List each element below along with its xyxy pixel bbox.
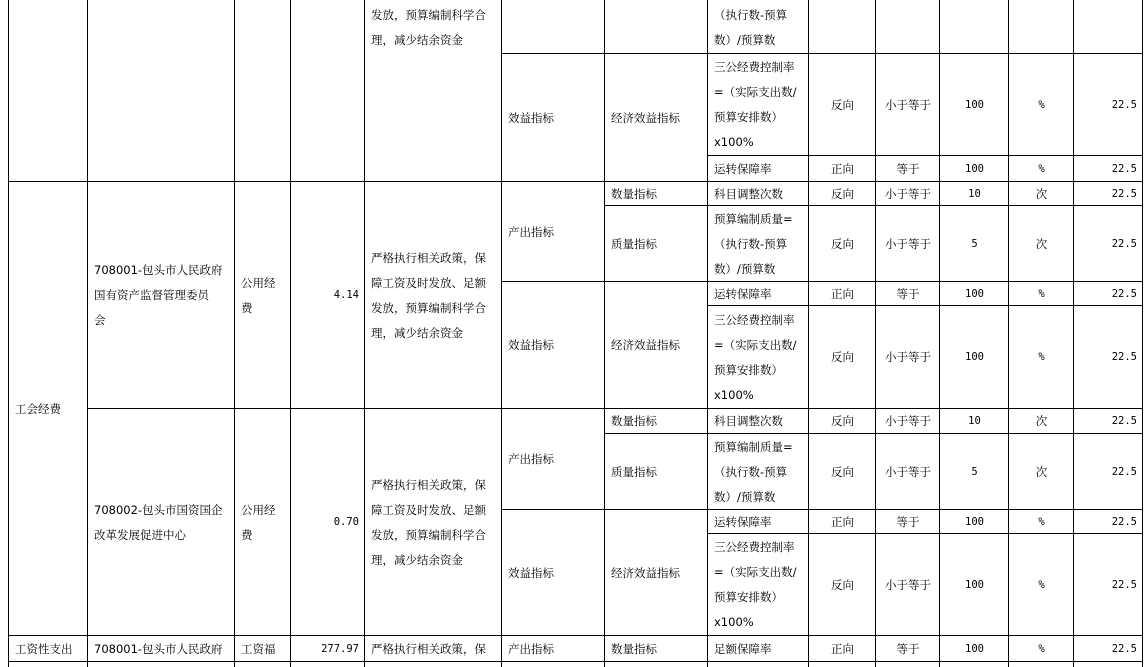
fund-type: 工资福 [241, 641, 276, 656]
indicator-weight: 22.5 [1111, 642, 1137, 655]
performance-target: 严格执行相关政策，保 障工资及时发放、足额 发放，预算编制科学合 理，减少结余资金 [371, 477, 486, 567]
grid-line [87, 0, 88, 667]
indicator-level3: 足额保障率 [714, 641, 772, 656]
grid-line [364, 0, 365, 667]
indicator-weight: 22.5 [1111, 465, 1137, 478]
indicator-target-value: 100 [965, 287, 984, 300]
indicator-operator: 等于 [896, 286, 920, 301]
indicator-unit: 次 [1035, 464, 1048, 479]
grid-line [1073, 0, 1074, 667]
indicator-level3: 科目调整次数 [714, 414, 783, 428]
grid-line [290, 0, 291, 667]
grid-line [875, 0, 876, 667]
grid-line [87, 408, 1143, 409]
indicator-operator: 小于等于 [885, 236, 931, 251]
indicator-direction: 正向 [831, 514, 854, 529]
indicator-level2: 经济效益指标 [611, 565, 680, 580]
indicator-direction: 反向 [831, 97, 854, 112]
indicator-weight: 22.5 [1111, 162, 1137, 175]
indicator-operator: 等于 [896, 641, 920, 656]
indicator-unit: % [1038, 287, 1045, 300]
grid-line [1008, 0, 1009, 667]
grid-line [8, 0, 9, 667]
grid-line [707, 155, 1143, 156]
grid-line [1142, 0, 1143, 667]
indicator-weight: 22.5 [1111, 351, 1137, 363]
indicator-level2: 经济效益指标 [611, 110, 680, 125]
indicator-level3: 运转保障率 [714, 514, 772, 529]
indicator-level1: 效益指标 [508, 338, 554, 352]
grid-line [501, 509, 1143, 510]
indicator-weight: 22.5 [1111, 187, 1137, 200]
indicator-direction: 正向 [831, 641, 854, 656]
indicator-weight: 22.5 [1111, 578, 1137, 591]
indicator-level1: 效益指标 [508, 110, 554, 125]
indicator-target-value: 100 [965, 578, 984, 591]
grid-line [8, 635, 1143, 636]
indicator-unit: % [1038, 642, 1045, 655]
indicator-operator: 等于 [896, 514, 920, 529]
grid-line [8, 181, 1143, 182]
indicator-direction: 反向 [831, 350, 854, 364]
unit-name: 708002-包头市国资国企 改革发展促进中心 [94, 502, 223, 542]
indicator-direction: 反向 [831, 577, 854, 592]
indicator-weight: 22.5 [1111, 237, 1137, 250]
grid-line [939, 0, 940, 667]
indicator-level2: 数量指标 [611, 641, 657, 656]
indicator-unit: % [1038, 578, 1045, 591]
grid-line [501, 281, 1143, 282]
project-name: 工资性支出 [15, 641, 73, 656]
indicator-target-value: 10 [968, 415, 981, 427]
fund-type: 公用经 费 [241, 275, 276, 315]
indicator-operator: 小于等于 [885, 577, 931, 592]
grid-line [707, 305, 1143, 306]
amount: 4.14 [333, 289, 359, 301]
grid-line [604, 433, 1143, 434]
indicator-weight: 22.5 [1111, 515, 1137, 528]
project-name: 工会经费 [15, 401, 61, 416]
indicator-unit: % [1038, 98, 1045, 111]
grid-line [501, 0, 502, 667]
indicator-target-value: 100 [965, 351, 984, 363]
grid-line [707, 533, 1143, 534]
indicator-target-value: 5 [971, 237, 978, 250]
indicator-level3: 三公经费控制率 =（实际支出数/ 预算安排数） x100% [714, 540, 797, 629]
performance-target: 发放，预算编制科学合 理，减少结余资金 [371, 8, 486, 47]
indicator-operator: 小于等于 [885, 350, 931, 364]
indicator-weight: 22.5 [1111, 98, 1137, 111]
fund-type: 公用经 费 [241, 502, 276, 542]
indicator-direction: 反向 [831, 414, 854, 428]
indicator-unit: % [1038, 351, 1045, 363]
grid-line [501, 53, 1143, 54]
indicator-weight: 22.5 [1111, 415, 1137, 427]
indicator-level2: 质量指标 [611, 236, 657, 251]
indicator-target-value: 5 [971, 465, 978, 478]
grid-line [8, 661, 1143, 662]
indicator-target-value: 100 [965, 98, 984, 111]
indicator-direction: 反向 [831, 464, 854, 479]
performance-target: 严格执行相关政策，保 障工资及时发放、足额 发放，预算编制科学合 理，减少结余资金 [371, 250, 486, 340]
unit-name: 708001-包头市人民政府 国有资产监督管理委员 会 [94, 263, 223, 327]
indicator-unit: % [1038, 162, 1045, 175]
grid-line [234, 0, 235, 667]
indicator-operator: 小于等于 [885, 186, 931, 201]
indicator-operator: 等于 [896, 161, 920, 176]
performance-target: 严格执行相关政策，保 [371, 641, 486, 656]
indicator-level2: 数量指标 [611, 414, 657, 428]
indicator-level2: 经济效益指标 [611, 338, 680, 352]
indicator-operator: 小于等于 [885, 414, 931, 428]
indicator-level3: 预算编制质量= （执行数-预算 数）/预算数 [714, 439, 793, 504]
indicator-level3: 三公经费控制率 =（实际支出数/ 预算安排数） x100% [714, 312, 797, 402]
indicator-unit: 次 [1035, 186, 1048, 201]
indicator-level2: 数量指标 [611, 186, 657, 201]
amount: 277.97 [321, 642, 359, 655]
indicator-direction: 正向 [831, 161, 854, 176]
indicator-unit: % [1038, 515, 1045, 528]
grid-line [808, 0, 809, 667]
grid-line [707, 0, 708, 667]
unit-name: 708001-包头市人民政府 [94, 641, 223, 656]
grid-line [604, 205, 1143, 206]
amount: 0.70 [333, 516, 359, 528]
grid-line [604, 0, 605, 667]
indicator-level1: 产出指标 [508, 641, 554, 656]
indicator-level3: 预算编制质量= （执行数-预算 数）/预算数 [714, 211, 793, 276]
indicator-target-value: 100 [965, 642, 984, 655]
indicator-weight: 22.5 [1111, 287, 1137, 300]
indicator-unit: 次 [1035, 236, 1048, 251]
indicator-level1: 效益指标 [508, 565, 554, 580]
indicator-unit: 次 [1035, 414, 1048, 428]
indicator-level1: 产出指标 [508, 224, 554, 239]
indicator-level3: （执行数-预算 数）/预算数 [714, 8, 788, 47]
indicator-target-value: 100 [965, 515, 984, 528]
indicator-direction: 反向 [831, 236, 854, 251]
indicator-level3: 运转保障率 [714, 161, 772, 176]
indicator-operator: 小于等于 [885, 97, 931, 112]
indicator-target-value: 100 [965, 162, 984, 175]
indicator-direction: 反向 [831, 186, 854, 201]
indicator-level3: 三公经费控制率 =（实际支出数/ 预算安排数） x100% [714, 60, 797, 149]
indicator-level1: 产出指标 [508, 452, 554, 466]
indicator-operator: 小于等于 [885, 464, 931, 479]
indicator-level3: 科目调整次数 [714, 186, 783, 201]
indicator-level3: 运转保障率 [714, 286, 772, 301]
indicator-target-value: 10 [968, 187, 981, 200]
indicator-level2: 质量指标 [611, 464, 657, 479]
indicator-direction: 正向 [831, 286, 854, 301]
